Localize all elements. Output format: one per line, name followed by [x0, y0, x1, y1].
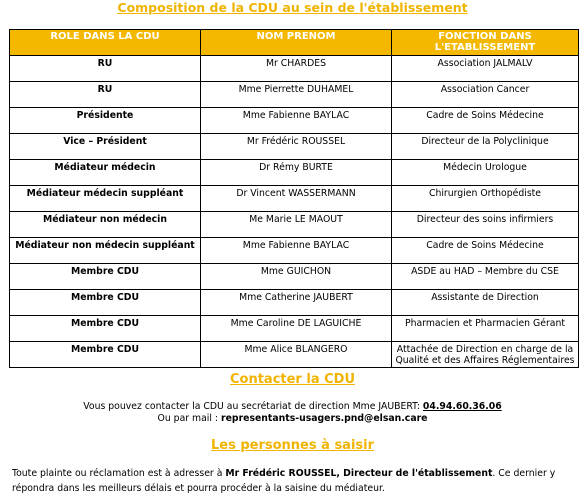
cell-function: Assistante de Direction — [392, 290, 579, 316]
cell-name: Dr Rémy BURTE — [201, 160, 392, 186]
cell-name: Mr Frédéric ROUSSEL — [201, 134, 392, 160]
table-row — [10, 82, 579, 108]
table-row — [10, 108, 579, 134]
complaint-text-a: Toute plainte ou réclamation est à adresser à — [12, 468, 226, 479]
contact-email[interactable]: representants-usagers.pnd@elsan.care — [221, 413, 428, 424]
cell-function: Cadre de Soins Médecine — [392, 108, 579, 134]
table-header-row — [10, 30, 579, 56]
cell-role: Médiateur non médecin suppléant — [10, 238, 201, 264]
cell-name: Mme Catherine JAUBERT — [201, 290, 392, 316]
cell-role: Membre CDU — [10, 264, 201, 290]
header-function-line2: L'ETABLISSEMENT — [434, 42, 536, 53]
complaint-text-b: . Ce dernier y répondra dans les meilleurs délais et pourra procéder à la saisine du médiateur. — [12, 468, 556, 494]
table-row — [10, 160, 579, 186]
cell-function: Médecin Urologue — [392, 160, 579, 186]
contact-phone-text: Vous pouvez contacter la CDU au secrétariat de direction Mme JAUBERT: — [83, 401, 423, 412]
cell-name: Dr Vincent WASSERMANN — [201, 186, 392, 212]
cell-role: RU — [10, 56, 201, 82]
header-name: NOM PRENOM — [201, 30, 392, 56]
cell-function: Directeur de la Polyclinique — [392, 134, 579, 160]
cell-function: Chirurgien Orthopédiste — [392, 186, 579, 212]
contact-email-text: Ou par mail : — [157, 413, 222, 424]
cell-role: Médiateur non médecin — [10, 212, 201, 238]
cell-function: Association Cancer — [392, 82, 579, 108]
table-row — [10, 264, 579, 290]
table-row — [10, 316, 579, 342]
cell-function: Directeur des soins infirmiers — [392, 212, 579, 238]
header-function-line1: FONCTION DANS — [438, 31, 532, 42]
contact-line-phone — [0, 401, 585, 412]
cell-name: Mme Fabienne BAYLAC — [201, 108, 392, 134]
cell-role: Membre CDU — [10, 290, 201, 316]
table-body — [10, 56, 579, 368]
cell-role: Vice – Président — [10, 134, 201, 160]
cell-function: Attachée de Direction en charge de la Qualité et des Affaires Réglementaires — [392, 342, 579, 368]
cell-role: Présidente — [10, 108, 201, 134]
cell-role: Médiateur médecin — [10, 160, 201, 186]
table-row — [10, 186, 579, 212]
cell-name: Mme Alice BLANGERO — [201, 342, 392, 368]
cell-name: Mme Caroline DE LAGUICHE — [201, 316, 392, 342]
page-title: Composition de la CDU au sein de l'établissement — [117, 0, 468, 15]
cell-function: Association JALMALV — [392, 56, 579, 82]
header-function — [392, 30, 579, 56]
contact-line-email — [0, 413, 585, 424]
header-role: ROLE DANS LA CDU — [10, 30, 201, 56]
cell-function: Cadre de Soins Médecine — [392, 238, 579, 264]
table-row — [10, 56, 579, 82]
cell-name: Mme Pierrette DUHAMEL — [201, 82, 392, 108]
cell-name: Me Marie LE MAOUT — [201, 212, 392, 238]
table-row — [10, 134, 579, 160]
cell-name: Mme GUICHON — [201, 264, 392, 290]
table-row — [10, 290, 579, 316]
contact-title: Contacter la CDU — [229, 372, 356, 387]
section-title-personnes: Les personnes à saisir — [210, 438, 375, 453]
cell-role: Membre CDU — [10, 316, 201, 342]
table-row — [10, 342, 579, 368]
contact-phone[interactable]: 04.94.60.36.06 — [422, 401, 502, 412]
table-row — [10, 212, 579, 238]
cell-role: Membre CDU — [10, 342, 201, 368]
cell-role: RU — [10, 82, 201, 108]
cell-role: Médiateur médecin suppléant — [10, 186, 201, 212]
cell-name: Mme Fabienne BAYLAC — [201, 238, 392, 264]
cell-function: Pharmacien et Pharmacien Gérant — [392, 316, 579, 342]
complaint-paragraph — [12, 466, 574, 496]
complaint-contact: Mr Frédéric ROUSSEL, Directeur de l'établissement — [225, 468, 493, 479]
table-row — [10, 238, 579, 264]
cdu-table — [9, 29, 579, 368]
cell-name: Mr CHARDES — [201, 56, 392, 82]
cell-function: ASDE au HAD – Membre du CSE — [392, 264, 579, 290]
